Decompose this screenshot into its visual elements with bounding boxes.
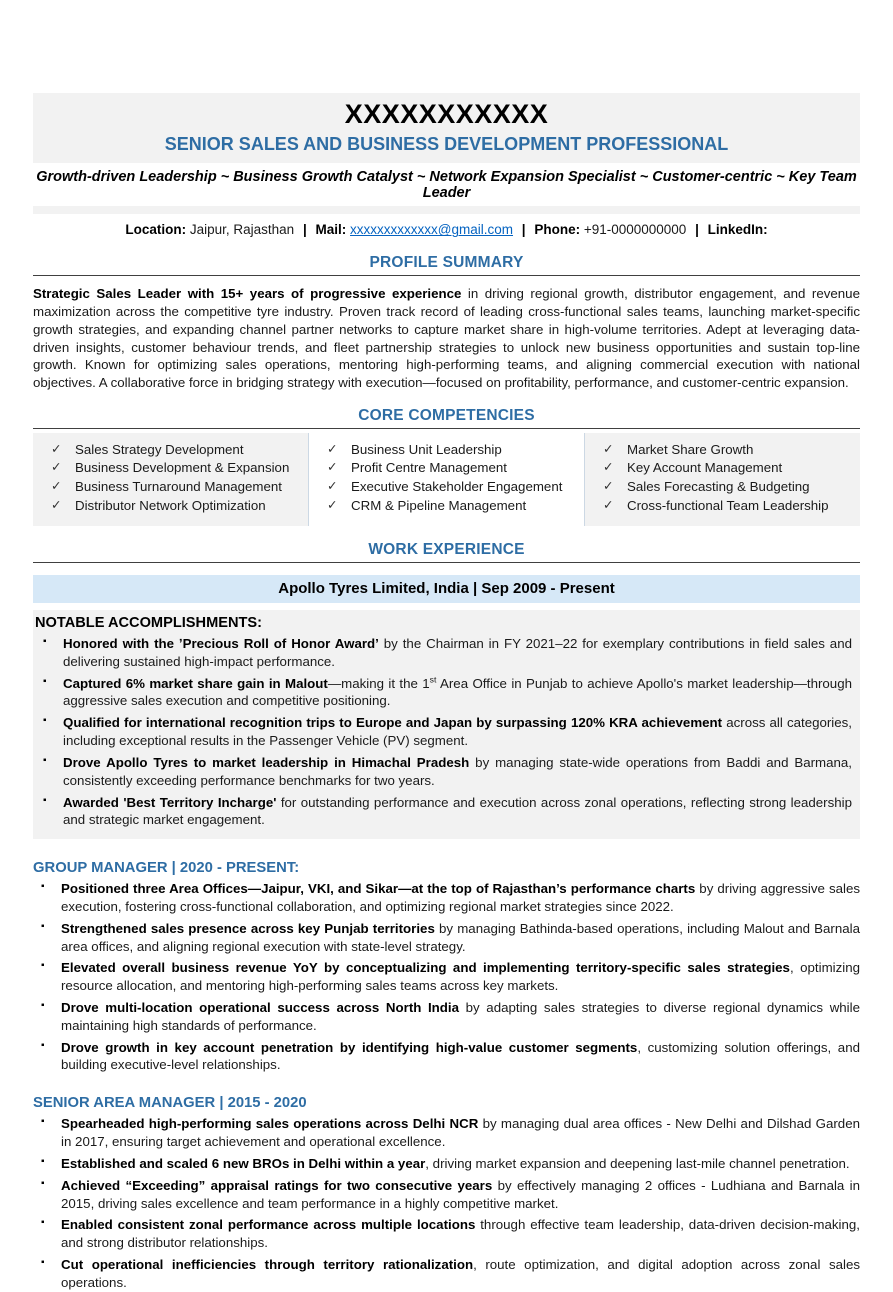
- mail-label: Mail:: [315, 222, 347, 238]
- check-icon: ✓: [51, 479, 62, 494]
- competency-item: ✓ Key Account Management: [603, 460, 783, 476]
- bullet-icon: ▪: [41, 1000, 45, 1012]
- competency-item: ✓ Business Unit Leadership: [327, 441, 502, 457]
- bullet-icon: ▪: [41, 1217, 45, 1229]
- competency-item: ✓ Executive Stakeholder Engagement: [327, 479, 563, 495]
- header-name-block: [33, 93, 860, 163]
- check-icon: ✓: [51, 441, 62, 456]
- competency-column-3: [584, 433, 860, 527]
- contact-separator: |: [521, 222, 526, 238]
- bullet-icon: ▪: [43, 715, 47, 727]
- competency-item: ✓ Cross-functional Team Leadership: [603, 498, 829, 514]
- role-heading-group-manager: GROUP MANAGER | 2020 - PRESENT:: [33, 860, 300, 877]
- section-heading-core-competencies: CORE COMPETENCIES: [358, 406, 535, 424]
- role-bullet-item: ▪ Drove growth in key account penetration by identifying high-value customer segments, customizing solution offerings, and building executive-level relationships.: [41, 1039, 860, 1073]
- role-heading-senior-area-manager: SENIOR AREA MANAGER | 2015 - 2020: [33, 1095, 307, 1112]
- bullet-icon: ▪: [41, 1177, 45, 1189]
- role-bullet-item: ▪ Spearheaded high-performing sales operations across Delhi NCR by managing dual area offices - New Delhi and Dilshad Garden in 2017, ensuring target achievement and operational excellence.: [41, 1116, 860, 1150]
- tagline: Growth-driven Leadership ~ Business Growth Catalyst ~ Network Expansion Specialist ~ Customer-centric ~ Key Team Leader: [36, 169, 857, 202]
- contact-line: [33, 214, 860, 237]
- check-icon: ✓: [603, 441, 614, 456]
- bullet-icon: ▪: [41, 881, 45, 893]
- check-icon: ✓: [603, 460, 614, 475]
- bullet-icon: ▪: [41, 1155, 45, 1167]
- location-value: Jaipur, Rajasthan: [189, 222, 295, 238]
- role-bullet-item: ▪ Drove multi-location operational success across North India by adapting sales strategies to diverse regional dynamics while maintaining high standards of performance.: [41, 1000, 860, 1033]
- accomplishment-item: ▪ Drove Apollo Tyres to market leadership in Himachal Pradesh by managing state-wide operations from Baddi and Barmana, consistently exceeding performance benchmarks for two years.: [43, 754, 852, 788]
- role-bullet-item: ▪ Strengthened sales presence across key Punjab territories by managing Bathinda-based operations, including Malout and Barnala area offices, and aligning regional execution with state-level strategy.: [41, 920, 860, 954]
- check-icon: ✓: [327, 498, 338, 513]
- role-bullets-group-manager: [33, 880, 860, 1074]
- competency-item: ✓ Sales Forecasting & Budgeting: [603, 479, 810, 495]
- profile-summary-text: Strategic Sales Leader with 15+ years of progressive experience in driving regional growth, distributor engagement, and revenue maximization across the competitive tyre industry. Proven track record of leading cross-functional sales teams, launching market-specific growth strategies, and expanding channel partner networks to capture market share in high-volume territories. Adept at leveraging data-driven insights, customer behaviour trends, and fleet partnership strategies to unlock new business opportunities and sustain top-line growth. Known for optimizing sales operations, mentoring high-performing teams, and aligning commercial execution with national objectives. A collaborative force in bridging strategy with execution—focused on profitability, performance, and customer-centric expansion.: [33, 286, 860, 390]
- check-icon: ✓: [327, 441, 338, 456]
- check-icon: ✓: [603, 479, 614, 494]
- accomplishment-item: ▪ Qualified for international recognition trips to Europe and Japan by surpassing 120% KRA achievement across all categories, including exceptional results in the Passenger Vehicle (PV) segment.: [43, 715, 852, 749]
- candidate-name: XXXXXXXXXXX: [344, 99, 549, 129]
- bullet-icon: ▪: [41, 960, 45, 972]
- role-bullets-senior-area-manager: [33, 1115, 860, 1291]
- competency-item: ✓ Sales Strategy Development: [51, 441, 244, 457]
- contact-separator: |: [695, 222, 699, 238]
- phone-label: Phone:: [534, 222, 581, 238]
- company-header-bar: Apollo Tyres Limited, India | Sep 2009 - Present: [33, 575, 860, 603]
- competency-item: ✓ Market Share Growth: [603, 441, 754, 457]
- candidate-title: SENIOR SALES AND BUSINESS DEVELOPMENT PROFESSIONAL: [164, 133, 729, 154]
- competency-item: ✓ Business Turnaround Management: [51, 479, 282, 495]
- section-rule: [33, 275, 860, 276]
- competency-column-2: [308, 433, 584, 527]
- accomplishment-item: ▪ Captured 6% market share gain in Malout—making it the 1st Area Office in Punjab to achieve Apollo's market leadership—through aggressive sales execution and competitive positioning.: [43, 674, 852, 709]
- bullet-icon: ▪: [41, 1039, 45, 1051]
- section-rule: [33, 562, 860, 563]
- bullet-icon: ▪: [43, 754, 47, 766]
- section-rule: [33, 428, 860, 429]
- bullet-icon: ▪: [43, 794, 47, 806]
- accomplishments-list: [35, 635, 852, 829]
- check-icon: ✓: [603, 498, 614, 513]
- role-bullet-item: ▪ Positioned three Area Offices—Jaipur, VKI, and Sikar—at the top of Rajasthan’s performance charts by driving aggressive sales execution, fostering cross-functional collaboration, and optimizing regional market strategies since 2022.: [41, 881, 861, 914]
- accomplishment-item: ▪ Awarded 'Best Territory Incharge' for outstanding performance and execution across zonal operations, reflecting strong leadership and strategic market engagement.: [43, 794, 852, 828]
- competency-item: ✓ Profit Centre Management: [327, 460, 507, 476]
- role-bullet-item: ▪ Elevated overall business revenue YoY by conceptualizing and implementing territory-specific sales strategies, optimizing resource allocation, and mentoring high-performing sales teams across key markets.: [41, 960, 860, 994]
- role-bullet-item: ▪ Cut operational inefficiencies through territory rationalization, route optimization, and digital adoption across zonal sales operations.: [41, 1256, 860, 1290]
- role-bullet-item: ▪ Achieved “Exceeding” appraisal ratings for two consecutive years by effectively managing 2 offices - Ludhiana and Barnala in 2015, driving sales excellence and team performance in a highly competitive market.: [41, 1177, 860, 1211]
- phone-value: +91-0000000000: [583, 222, 687, 238]
- check-icon: ✓: [51, 460, 62, 475]
- notable-accomplishments-block: [33, 610, 860, 839]
- accomplishment-item: ▪ Honored with the ʼPrecious Roll of Honor Award’ by the Chairman in FY 2021–22 for exemplary contributions in field sales and delivering sustained high-impact performance.: [43, 636, 852, 669]
- header-divider-strip: [33, 206, 860, 214]
- bullet-icon: ▪: [43, 636, 47, 648]
- bullet-icon: ▪: [43, 675, 47, 687]
- email-link[interactable]: xxxxxxxxxxxxx@gmail.com: [350, 222, 514, 238]
- check-icon: ✓: [51, 498, 62, 513]
- accomplishments-heading: NOTABLE ACCOMPLISHMENTS:: [35, 615, 263, 632]
- competency-item: ✓ Distributor Network Optimization: [51, 498, 266, 514]
- competency-column-1: [33, 433, 308, 527]
- bullet-icon: ▪: [41, 1256, 45, 1268]
- bullet-icon: ▪: [41, 920, 45, 932]
- role-bullet-item: ▪ Enabled consistent zonal performance across multiple locations through effective team leadership, data-driven decision-making, and strong distributor relationships.: [41, 1217, 860, 1251]
- competency-item: ✓ Business Development & Expansion: [51, 460, 290, 476]
- core-competencies-table: [33, 433, 860, 527]
- linkedin-label: LinkedIn:: [707, 222, 768, 238]
- competency-item: ✓ CRM & Pipeline Management: [327, 498, 527, 514]
- bullet-icon: ▪: [41, 1116, 45, 1128]
- contact-separator: |: [302, 222, 307, 238]
- check-icon: ✓: [327, 460, 338, 475]
- profile-summary-lead: Strategic Sales Leader with 15+ years of progressive experience: [33, 286, 462, 302]
- section-heading-work-experience: WORK EXPERIENCE: [368, 541, 525, 559]
- section-heading-profile-summary: PROFILE SUMMARY: [369, 254, 524, 272]
- check-icon: ✓: [327, 479, 338, 494]
- location-label: Location:: [125, 222, 187, 238]
- role-bullet-item: ▪ Established and scaled 6 new BROs in Delhi within a year, driving market expansion and deepening last-mile channel penetration.: [41, 1155, 850, 1171]
